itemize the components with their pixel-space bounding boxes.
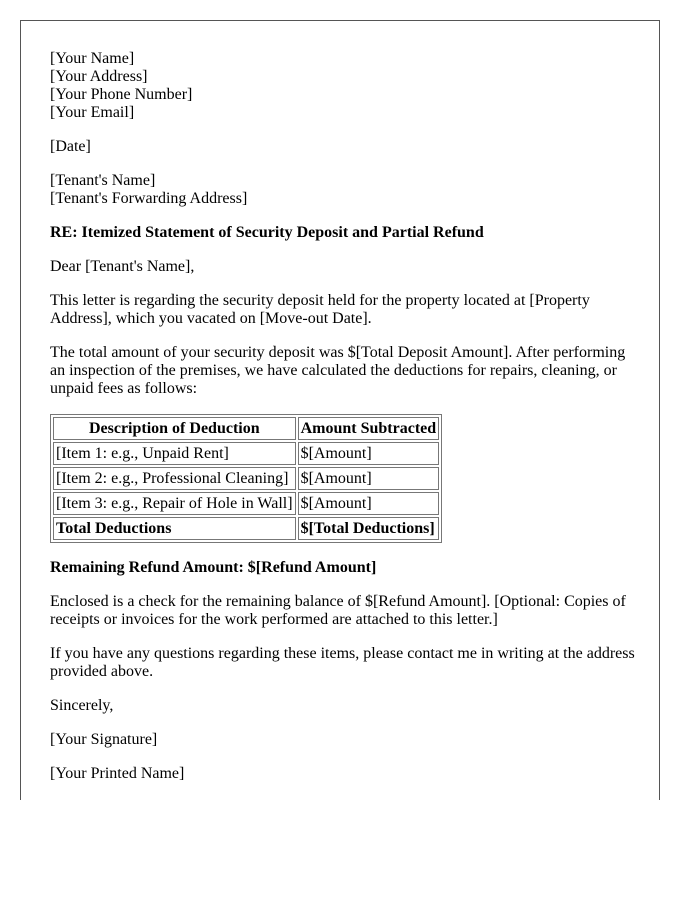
table-row [53,467,439,490]
header-description: Description of Deduction [53,417,296,440]
letter-page [20,20,660,800]
row-amount: $[Amount] [298,442,440,465]
letter-content [50,50,635,799]
signature: [Your Signature] [50,731,158,748]
subject-line: RE: Itemized Statement of Security Deposit and Partial Refund [50,224,484,241]
letter-date: [Date] [50,138,91,155]
sender-address: [Your Address] [50,68,148,85]
paragraph-enclosed: Enclosed is a check for the remaining balance of $[Refund Amount]. [Optional: Copies of receipts or invoices for the work performed are attached to this letter.] [50,593,626,628]
sender-email: [Your Email] [50,104,135,121]
table-header-row [53,417,439,440]
total-label: Total Deductions [53,517,296,540]
refund-amount-line: Remaining Refund Amount: $[Refund Amount] [50,559,377,576]
recipient-name: [Tenant's Name] [50,172,156,189]
row-description: [Item 3: e.g., Repair of Hole in Wall] [53,492,296,515]
sender-name: [Your Name] [50,50,135,67]
paragraph-property: This letter is regarding the security deposit held for the property located at [Property Address], which you vacated on [Move-out Date]. [50,292,590,327]
printed-name: [Your Printed Name] [50,765,185,782]
salutation: Dear [Tenant's Name], [50,258,195,275]
row-description: [Item 2: e.g., Professional Cleaning] [53,467,296,490]
header-amount: Amount Subtracted [298,417,440,440]
recipient-block [50,172,635,208]
table-row [53,492,439,515]
row-amount: $[Amount] [298,467,440,490]
total-amount: $[Total Deductions] [298,517,440,540]
table-row [53,442,439,465]
row-amount: $[Amount] [298,492,440,515]
sender-phone: [Your Phone Number] [50,86,193,103]
table-total-row [53,517,439,540]
row-description: [Item 1: e.g., Unpaid Rent] [53,442,296,465]
sender-block [50,50,635,122]
deductions-table [50,414,442,543]
paragraph-deposit: The total amount of your security deposit was $[Total Deposit Amount]. After performing an inspection of the premises, we have calculated the deductions for repairs, cleaning, or unpaid fees as follows: [50,344,626,397]
closing: Sincerely, [50,697,114,714]
paragraph-questions: If you have any questions regarding these items, please contact me in writing at the address provided above. [50,645,635,680]
recipient-address: [Tenant's Forwarding Address] [50,190,248,207]
